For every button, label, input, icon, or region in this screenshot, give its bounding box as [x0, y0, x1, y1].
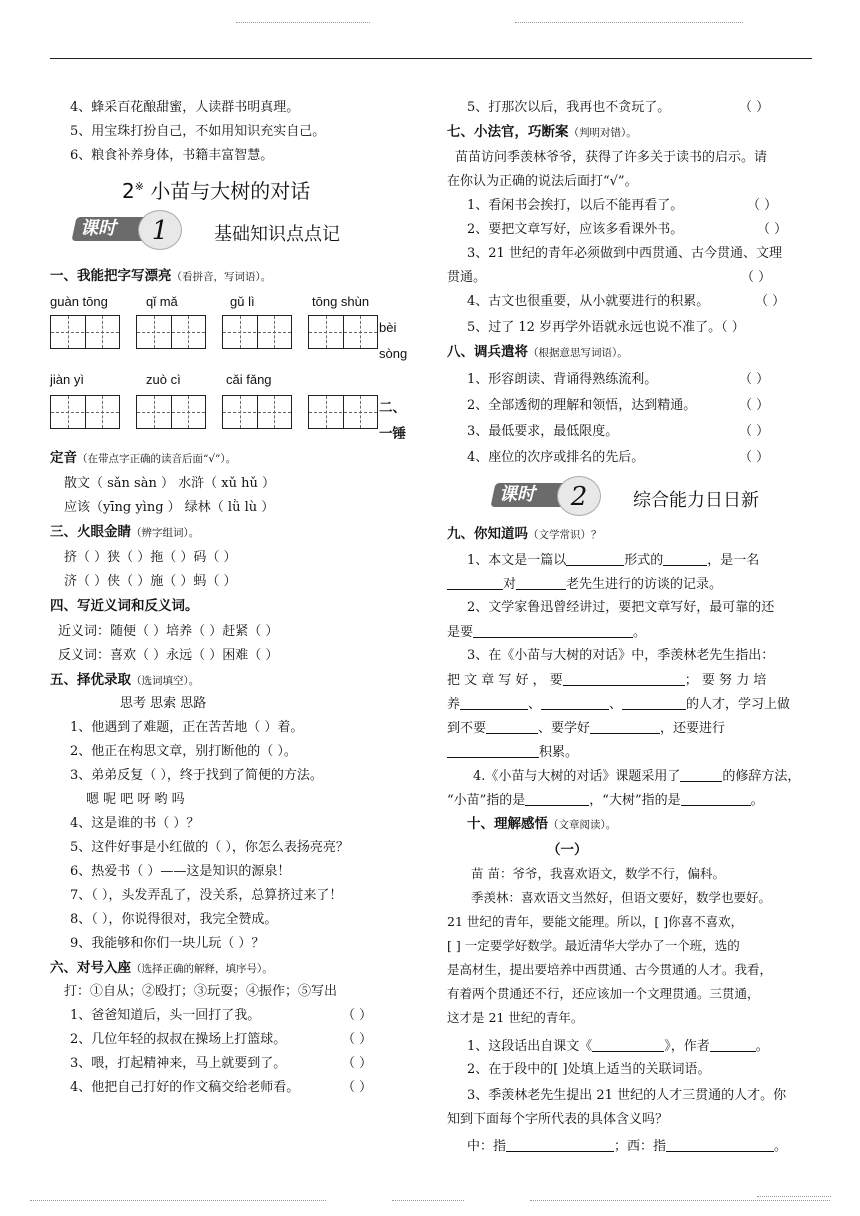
blank[interactable]	[622, 696, 686, 710]
section-4-line-2: 反义词：喜欢（ ）永远（ ）困难（ ）	[58, 648, 279, 663]
section-7-intro-1: 苗苗访问季羡林爷爷，获得了许多关于读书的启示。请	[455, 150, 768, 165]
section-5-note: （选词填空）。	[131, 675, 200, 687]
section-9-q4-line-2: “小苗”指的是 ，“大树”指的是 。	[447, 793, 764, 808]
reading-q3-line-2: 知到下面每个字所代表的具体含义吗？	[447, 1112, 669, 1127]
section-4-line-1: 近义词：随便（ ）培养（ ）赶紧（ ）	[58, 624, 279, 639]
blank[interactable]	[566, 552, 624, 566]
writing-box-7[interactable]	[222, 395, 292, 429]
section-8-q4-paren: （ ）	[739, 450, 770, 465]
section-6-q1-paren: （ ）	[342, 1008, 373, 1023]
passage-line-6: 有着两个贯通还不行，还应该加一个文理贯通。三贯通，	[447, 986, 760, 1001]
section-7-q4: 4、古文也很重要，从小就要进行的积累。	[467, 294, 710, 309]
bottom-dotted-line-mid	[392, 1200, 464, 1201]
top-dotted-line-right	[515, 22, 743, 23]
passage-line-3: 21 世纪的青年，要能文能理。所以，[ ]你喜不喜欢，	[447, 914, 744, 929]
section-7-note: （判明对错）。	[568, 127, 637, 139]
section-10-subtitle: （一）	[547, 842, 588, 858]
section-6-options: 打：①自从；②殴打；③玩耍；④振作；⑤写出	[64, 984, 338, 999]
bottom-dotted-line-left	[30, 1200, 326, 1201]
badge-2-label: 综合能力日日新	[633, 490, 759, 511]
section-5-q7: 7、（ ），头发弄乱了，没关系，总算挤过来了！	[70, 888, 343, 903]
section-7-q5: 5、过了 12 岁再学外语就永远也说不准了。（ ）	[467, 320, 745, 335]
section-1-title: 一、我能把字写漂亮	[50, 268, 172, 284]
section-7-q3a: 3、21 世纪的青年必须做到中西贯通、古今贯通、文理	[467, 246, 782, 261]
lesson-badge-1	[74, 210, 404, 252]
section-2-note: （在带点字正确的读音后面“√”）。	[77, 453, 237, 465]
section-5-q4: 4、这是谁的书（ ）？	[70, 816, 200, 831]
blank[interactable]	[525, 792, 589, 806]
pinyin-6: zuò cì	[146, 372, 181, 387]
blank[interactable]	[460, 696, 528, 710]
lesson-title-text: 小苗与大树的对话	[150, 179, 311, 203]
blank[interactable]	[666, 1138, 774, 1152]
badge-pill-text: 课时	[80, 218, 116, 239]
section-4-title: 四、写近义词和反义词。	[50, 598, 199, 614]
section-10-heading	[467, 816, 616, 833]
section-6-q4: 4、他把自己打好的作文稿交给老师看。	[70, 1080, 300, 1095]
top-dotted-line-left	[236, 22, 370, 23]
section-8-q2-paren: （ ）	[739, 398, 770, 413]
section-7-q1-paren: （ ）	[747, 198, 778, 213]
section-6-q3-paren: （ ）	[342, 1056, 373, 1071]
badge-2-number: 2	[557, 476, 601, 516]
section-3-title: 三、火眼金睛	[50, 524, 131, 540]
pinyin-7: cǎi fǎng	[226, 372, 272, 387]
proverb-6: 6、粮食补养身体，书籍丰富智慧。	[70, 148, 274, 163]
blank[interactable]	[506, 1138, 614, 1152]
blank[interactable]	[590, 720, 660, 734]
section-9-q4-line-1: 4.《小苗与大树的对话》课题采用了 的修辞方法，	[473, 769, 801, 784]
reading-q3-line-1: 3、季羡林老先生提出 21 世纪的人才三贯通的人才。你	[467, 1088, 787, 1103]
proverb-4: 4、蜂采百花酿甜蜜，人读群书明真理。	[70, 100, 300, 115]
section-3-heading	[50, 524, 199, 541]
writing-box-2[interactable]	[136, 315, 206, 349]
section-5-q5: 5、这件好事是小红做的（ ），你怎么表扬亮亮？	[70, 840, 349, 855]
section-10-note: （文章阅读）。	[548, 819, 617, 831]
pinyin-3: gǔ lì	[230, 294, 255, 309]
header-rule	[50, 58, 812, 59]
passage-line-7: 这才是 21 世纪的青年。	[447, 1010, 584, 1025]
section-9-heading	[447, 526, 602, 543]
passage-line-5: 是高材生，提出要培养中西贯通、古今贯通的人才。我看，	[447, 962, 773, 977]
section-6-q5: 5、打那次以后，我再也不贪玩了。	[467, 100, 671, 115]
section-2-line-2: 应该（yīng yìng ） 绿林（ lǜ lù ）	[64, 500, 275, 515]
section-6-q3: 3、喂，打起精神来，马上就要到了。	[70, 1056, 287, 1071]
lesson-number: 2	[122, 179, 135, 203]
blank[interactable]	[541, 696, 609, 710]
section-6-note: （选择正确的解释，填序号）。	[131, 963, 273, 975]
blank[interactable]	[516, 576, 566, 590]
section-9-q1-line-1: 1、本文是一篇以 形式的 ，是一名	[467, 553, 760, 568]
badge-2-pill-text: 课时	[499, 484, 535, 505]
section-7-title: 七、小法官，巧断案	[447, 124, 569, 140]
section-8-heading	[447, 344, 628, 361]
writing-box-1[interactable]	[50, 315, 120, 349]
blank[interactable]	[592, 1038, 664, 1052]
writing-box-4[interactable]	[308, 315, 378, 349]
pinyin-1: guàn tōng	[50, 294, 108, 309]
section-1-heading	[50, 268, 271, 285]
section-9-q2-line-1: 2、文学家鲁迅曾经讲过，要把文章写好，最可靠的还	[467, 600, 775, 615]
section-2-side-a: 二、	[379, 400, 406, 416]
section-9-note: （文学常识）？	[528, 529, 602, 541]
section-5-q3: 3、弟弟反复（ ），终于找到了简便的方法。	[70, 768, 323, 783]
writing-box-8[interactable]	[308, 395, 378, 429]
section-2-line-1: 散文（ sǎn sàn ） 水浒（ xǔ hǔ ）	[64, 476, 275, 491]
section-7-intro-2: 在你认为正确的说法后面打“√”。	[447, 174, 638, 189]
passage-line-2: 季羡林：喜欢语文当然好，但语文要好，数学也要好。	[471, 890, 772, 905]
lesson-mark: ※	[134, 180, 144, 193]
section-7-q3-paren: （ ）	[741, 270, 772, 285]
reading-q1: 1、这段话出自课文《 》，作者 。	[467, 1039, 769, 1054]
section-8-q3-paren: （ ）	[739, 424, 770, 439]
section-5-title: 五、择优录取	[50, 672, 131, 688]
bottom-dotted-line-right	[530, 1200, 830, 1201]
bottom-dotted-line-far	[757, 1196, 831, 1197]
reading-q2: 2、在于段中的[ ]处填上适当的关联词语。	[467, 1062, 711, 1077]
pinyin-4: tōng shùn	[312, 294, 370, 309]
section-8-q1-paren: （ ）	[739, 372, 770, 387]
section-8-note: （根据意思写词语）。	[528, 347, 628, 359]
section-8-q4: 4、座位的次序或排名的先后。	[467, 450, 645, 465]
section-9-q3-line-2: 把 文 章 写 好 ， 要 ； 要 努 力 培	[447, 673, 767, 688]
section-5-words: 思考 思索 思路	[120, 696, 207, 711]
blank[interactable]	[486, 720, 538, 734]
blank[interactable]	[447, 576, 503, 590]
section-5-q9: 9、我能够和你们一块儿玩（ ）？	[70, 936, 265, 951]
lesson-badge-2	[493, 476, 823, 518]
blank[interactable]	[447, 744, 539, 758]
pinyin-5: jiàn yì	[50, 372, 84, 387]
section-8-title: 八、调兵遣将	[447, 344, 528, 360]
passage-line-1: 苗 苗：爷爷，我喜欢语文，数学不行，偏科。	[471, 866, 725, 881]
section-5-q8: 8、（ ），你说得很对，我完全赞成。	[70, 912, 278, 927]
blank[interactable]	[473, 624, 633, 638]
lesson-title	[122, 174, 310, 204]
proverb-5: 5、用宝珠打扮自己，不如用知识充实自己。	[70, 124, 326, 139]
pinyin-side-song: sòng	[379, 346, 408, 361]
section-8-q3: 3、最低要求，最低限度。	[467, 424, 619, 439]
pinyin-side-bei: bèi	[379, 320, 397, 335]
section-10-title: 十、理解感悟	[467, 816, 548, 832]
section-7-q2: 2、要把文章写好，应该多看课外书。	[467, 222, 684, 237]
section-9-q3-line-3: 养 、 、 的人才，学习上做	[447, 697, 791, 712]
section-5-q6: 6、热爱书（ ）——这是知识的源泉！	[70, 864, 291, 879]
section-2-side-b: 一锤	[379, 426, 406, 442]
section-7-q1: 1、看闲书会挨打，以后不能再看了。	[467, 198, 684, 213]
writing-box-3[interactable]	[222, 315, 292, 349]
blank[interactable]	[681, 792, 751, 806]
section-6-q1: 1、爸爸知道后，头一回打了我。	[70, 1008, 261, 1023]
section-9-q3-line-5: 积累。	[447, 744, 578, 761]
section-5-heading	[50, 672, 199, 689]
blank[interactable]	[710, 1038, 756, 1052]
section-6-title: 六、对号入座	[50, 960, 131, 976]
section-9-q2-line-2: 是要 。	[447, 625, 647, 640]
section-6-q2: 2、几位年轻的叔叔在操场上打篮球。	[70, 1032, 287, 1047]
section-7-q2-paren: （ ）	[757, 222, 788, 237]
section-3-line-2: 济（ ）侠（ ）施（ ）蚂（ ）	[64, 574, 237, 589]
section-6-heading	[50, 960, 273, 977]
passage-line-4: [ ] 一定要学好数学。最近清华大学办了一个班，选的	[447, 938, 740, 953]
section-7-q3b: 贯通。	[447, 270, 487, 285]
section-6-q2-paren: （ ）	[342, 1032, 373, 1047]
section-5-q1: 1、他遇到了难题，正在苦苦地（ ）着。	[70, 720, 304, 735]
section-6-q4-paren: （ ）	[342, 1080, 373, 1095]
badge-number: 1	[138, 210, 182, 250]
section-9-title: 九、你知道吗	[447, 526, 528, 542]
writing-box-5[interactable]	[50, 395, 120, 429]
blank[interactable]	[680, 768, 722, 782]
section-2-title: 定音	[50, 450, 77, 466]
blank[interactable]	[563, 672, 685, 686]
section-6-q5-paren: （ ）	[739, 100, 770, 115]
section-7-heading	[447, 124, 637, 141]
section-7-q4-paren: （ ）	[755, 294, 786, 309]
section-2-heading	[50, 450, 236, 467]
section-5-words-2: 嗯 呢 吧 呀 哟 吗	[86, 792, 185, 807]
section-9-q1-line-2: 对 老先生进行的访谈的记录。	[447, 576, 722, 593]
pinyin-2: qǐ mǎ	[146, 294, 178, 309]
section-3-line-1: 挤（ ）狭（ ）拖（ ）码（ ）	[64, 550, 237, 565]
section-3-note: （辨字组词）。	[131, 527, 200, 539]
badge-label: 基础知识点点记	[214, 224, 340, 245]
section-5-q2: 2、他正在构思文章，别打断他的（ ）。	[70, 744, 297, 759]
blank[interactable]	[663, 552, 707, 566]
section-9-q3-line-4: 到不要 、要学好 ，还要进行	[447, 721, 726, 736]
writing-box-6[interactable]	[136, 395, 206, 429]
section-8-q2: 2、全部透彻的理解和领悟，达到精通。	[467, 398, 697, 413]
section-9-q3-line-1: 3、在《小苗与大树的对话》中，季羡林老先生指出：	[467, 648, 775, 663]
section-8-q1: 1、形容朗读、背诵得熟练流利。	[467, 372, 658, 387]
section-1-note: （看拼音，写词语）。	[171, 271, 272, 283]
reading-q3-line-3: 中：指 ；西：指 。	[467, 1139, 788, 1154]
